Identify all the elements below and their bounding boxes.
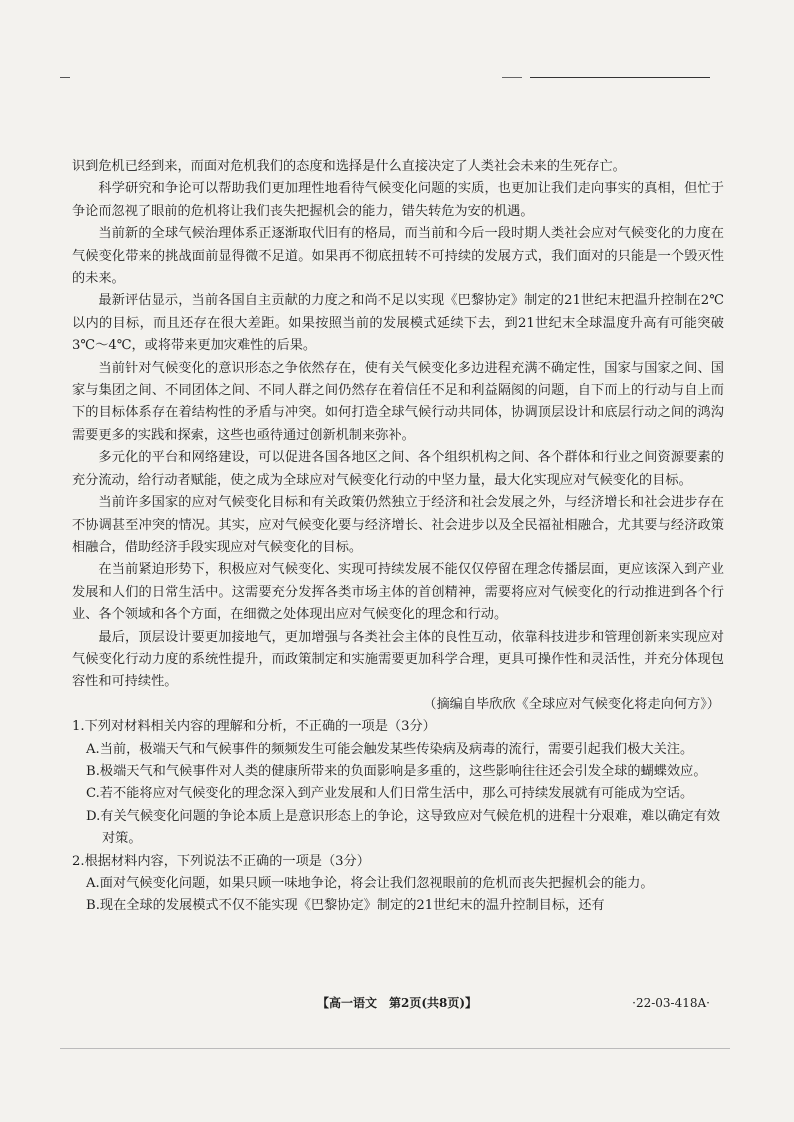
source-citation: （摘编自毕欣欣《全球应对气候变化将走向何方》） bbox=[423, 696, 720, 712]
paragraph-7: 当前许多国家的应对气候变化目标和有关政策仍然独立于经济和社会发展之外，与经济增长和社会进步存在不协调甚至冲突的情况。其实，应对气候变化要与经济增长、社会进步以及全民福祉相融合，尤其要与经济政策相融合，借助经济手段实现应对气候变化的目标。 bbox=[72, 495, 724, 555]
question-1-option-a: A.当前，极端天气和气候事件的频频发生可能会触发某些传染病及病毒的流行，需要引起我们极大关注。 bbox=[86, 741, 694, 757]
header-rule-right bbox=[530, 77, 710, 78]
passage-content bbox=[72, 156, 724, 918]
question-2 bbox=[72, 851, 724, 918]
paragraph-3: 当前新的全球气候治理体系正逐渐取代旧有的格局，而当前和今后一段时期人类社会应对气候变化的力度在气候变化带来的挑战面前显得微不足道。如果再不彻底扭转不可持续的发展方式，我们面对的只能是一个毁灭性的未来。 bbox=[72, 226, 724, 287]
question-2-stem: 2.根据材料内容，下列说法不正确的一项是（3分） bbox=[72, 853, 370, 869]
question-1-stem: 1.下列对材料相关内容的理解和分析，不正确的一项是（3分） bbox=[72, 719, 436, 735]
question-1-option-c: C.若不能将应对气候变化的理念深入到产业发展和人们日常生活中，那么可持续发展就有可能成为空话。 bbox=[86, 786, 694, 802]
question-2-option-b: B.现在全球的发展模式不仅不能实现《巴黎协定》制定的21世纪末的温升控制目标，还有 bbox=[86, 898, 605, 914]
footer-rule bbox=[60, 1048, 730, 1049]
page-footer bbox=[0, 992, 794, 1014]
question-1 bbox=[72, 716, 724, 850]
question-2-option-a: A.面对气候变化问题，如果只顾一味地争论，将会让我们忽视眼前的危机而丧失把握机会的能力。 bbox=[86, 876, 654, 891]
header-rule-left bbox=[60, 77, 70, 78]
footer-exam-code: ·22-03-418A· bbox=[632, 996, 710, 1010]
paragraph-5: 当前针对气候变化的意识形态之争依然存在，使有关气候变化多边进程充满不确定性，国家与国家之间、国家与集团之间、不同团体之间、不同人群之间仍然存在着信任不足和利益隔阂的问题，自下而上的行动与自上而下的目标体系存在着结构性的矛盾与冲突。如何打造全球气候行动共同体，协调顶层设计和底层行动之间的鸿沟需要更多的实践和探索，这些也亟待通过创新机制来弥补。 bbox=[72, 360, 724, 443]
paragraph-9: 最后，顶层设计要更加接地气，更加增强与各类社会主体的良性互动，依靠科技进步和管理创新来实现应对气候变化行动力度的系统性提升，而政策制定和实施需要更加科学合理，更具可操作性和灵活性，并充分体现包容性和可持续性。 bbox=[72, 629, 724, 690]
footer-page-label: 【高一语文 第2页(共8页)】 bbox=[316, 996, 478, 1010]
paragraph-6: 多元化的平台和网络建设，可以促进各国各地区之间、各个组织机构之间、各个群体和行业之间资源要素的充分流动，给行动者赋能，使之成为全球应对气候变化行动的中坚力量，最大化实现应对气候变化的目标。 bbox=[72, 450, 724, 488]
paragraph-4: 最新评估显示，当前各国自主贡献的力度之和尚不足以实现《巴黎协定》制定的21世纪末把温升控制在2℃以内的目标，而且还存在很大差距。如果按照当前的发展模式延续下去，到21世纪末全球温度升高有可能突破3℃～4℃，或将带来更加灾难性的后果。 bbox=[72, 293, 724, 354]
paragraph-8: 在当前紧迫形势下，积极应对气候变化、实现可持续发展不能仅仅停留在理念传播层面，更应该深入到产业发展和人们的日常生活中。这需要充分发挥各类市场主体的首创精神，需要将应对气候变化的行动推进到各个行业、各个领域和各个方面，在细微之处体现出应对气候变化的理念和行动。 bbox=[72, 562, 724, 623]
paragraph-1: 识到危机已经到来，而面对危机我们的态度和选择是什么直接决定了人类社会未来的生死存亡。 bbox=[72, 159, 626, 174]
question-1-option-d: D.有关气候变化问题的争论本质上是意识形态上的争论，这导致应对气候危机的进程十分艰难，难以确定有效对策。 bbox=[86, 808, 721, 847]
paragraph-2: 科学研究和争论可以帮助我们更加理性地看待气候变化问题的实质，也更加让我们走向事实的真相，但忙于争论而忽视了眼前的危机将让我们丧失把握机会的能力，错失转危为安的机遇。 bbox=[72, 181, 724, 219]
question-1-option-b: B.极端天气和气候事件对人类的健康所带来的负面影响是多重的，这些影响往往还会引发全球的蝴蝶效应。 bbox=[86, 763, 707, 779]
